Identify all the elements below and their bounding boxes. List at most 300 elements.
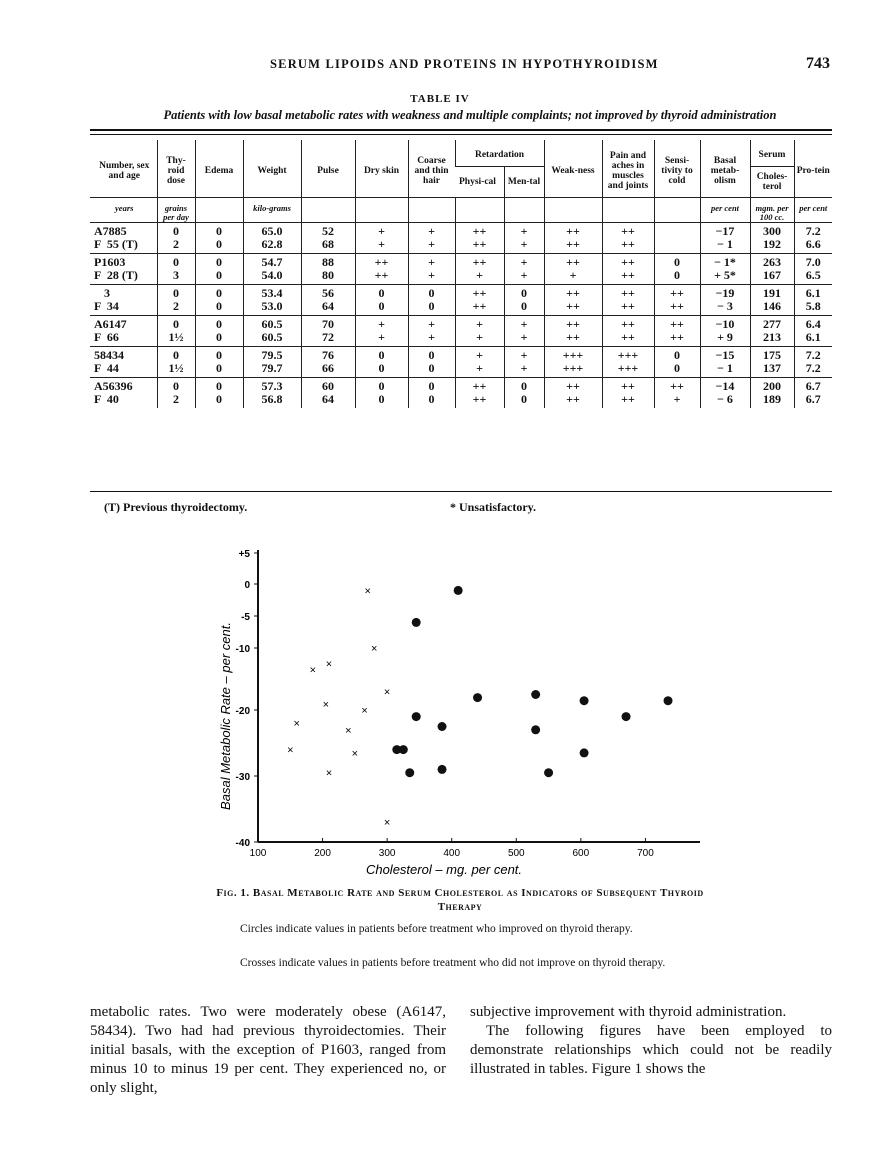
data-point-circle: [664, 696, 673, 705]
header-serum: Serum: [750, 140, 794, 167]
data-point-cross: ×: [287, 744, 294, 757]
cell-edema: [195, 347, 243, 378]
cell-value: +: [476, 317, 483, 331]
cell-value: 0: [674, 268, 680, 282]
cell-weight: [243, 254, 301, 285]
table-top-rule-2: [90, 134, 832, 135]
cell-value: ++: [472, 286, 487, 300]
cell-value: 6.4: [805, 317, 821, 331]
unit-weight: kilo-grams: [243, 198, 301, 223]
x-tick-label: 700: [637, 848, 654, 859]
cell-basal: [700, 285, 750, 316]
cell-weight: [243, 285, 301, 316]
cell-thyroid: [157, 223, 195, 254]
patient-sex-age: F 55 (T): [94, 237, 138, 251]
table-row: [90, 223, 832, 254]
cell-value: 54.0: [261, 268, 283, 282]
cell-value: 7.0: [805, 255, 821, 269]
cell-value: ++: [566, 237, 580, 251]
data-point-circle: [454, 586, 463, 595]
unit-empty: [504, 198, 544, 223]
cell-weak: [544, 316, 602, 347]
cell-value: +: [476, 268, 483, 282]
cell-value: 70: [322, 317, 334, 331]
cell-pulse: [301, 316, 355, 347]
cell-phys: [455, 347, 504, 378]
patient-number: A7885: [94, 224, 127, 238]
cell-dry: [355, 223, 408, 254]
cell-dry: [355, 285, 408, 316]
cell-value: 62.8: [261, 237, 283, 251]
cell-value: ++: [566, 255, 580, 269]
y-tick-label: -10: [235, 644, 250, 655]
y-tick-label: -40: [235, 838, 250, 849]
unit-cholesterol: mgm. per 100 cc.: [750, 198, 794, 223]
cell-value: 1½: [168, 330, 184, 344]
cell-value: 3: [173, 268, 179, 282]
cell-value: +: [476, 361, 483, 375]
unit-empty: [544, 198, 602, 223]
cell-value: 300: [763, 224, 781, 238]
cell-value: ++: [670, 317, 684, 331]
cell-value: 56.8: [261, 392, 283, 406]
cell-value: 53.0: [261, 299, 283, 313]
header-weight: Weight: [243, 140, 301, 198]
header-mental: Men-tal: [504, 167, 544, 198]
cell-dry: [355, 378, 408, 409]
cell-value: − 1: [717, 237, 733, 251]
header-number: Number, sex and age: [99, 160, 150, 181]
header-cholesterol: Choles-terol: [750, 167, 794, 198]
cell-chol: [750, 316, 794, 347]
cell-value: 0: [216, 317, 222, 331]
table-row: [90, 285, 832, 316]
cell-value: +: [476, 348, 483, 362]
data-point-circle: [412, 712, 421, 721]
data-point-cross: ×: [309, 664, 317, 677]
cell-weak: [544, 378, 602, 409]
page-number: 743: [806, 55, 830, 72]
cell-value: + 5*: [714, 268, 736, 282]
cell-value: 56: [322, 286, 334, 300]
cell-value: 6.7: [805, 379, 821, 393]
cell-value: 60.5: [261, 330, 283, 344]
cell-weight: [243, 347, 301, 378]
cell-value: 2: [173, 299, 179, 313]
cell-ment: [504, 254, 544, 285]
cell-value: 0: [216, 224, 222, 238]
cell-value: 0: [173, 224, 179, 238]
y-tick-label: -20: [235, 706, 250, 717]
cell-edema: [195, 316, 243, 347]
cell-value: 6.6: [805, 237, 821, 251]
cell-value: 0: [216, 237, 222, 251]
data-point-cross: ×: [361, 705, 368, 717]
cell-value: 64: [322, 392, 334, 406]
cell-sens: [654, 254, 700, 285]
patient-sex-age: F 44: [94, 361, 119, 375]
cell-value: ++: [621, 255, 635, 269]
body-col2-paragraph-1: subjective improvement with thyroid administration.: [470, 1004, 787, 1020]
cell-pulse: [301, 254, 355, 285]
data-point-circle: [473, 693, 482, 702]
unit-empty: [301, 198, 355, 223]
cell-value: ++: [472, 237, 487, 251]
cell-prot: [794, 378, 832, 409]
cell-value: 0: [674, 255, 680, 269]
legend-circles: Circles indicate values in patients before treatment who improved on thyroid therapy.: [240, 923, 633, 935]
cell-value: 0: [216, 330, 222, 344]
cell-ment: [504, 223, 544, 254]
cell-basal: [700, 223, 750, 254]
cell-phys: [455, 378, 504, 409]
cell-chol: [750, 223, 794, 254]
cell-thyroid: [157, 254, 195, 285]
cell-value: +: [520, 237, 528, 251]
cell-weight: [243, 378, 301, 409]
cell-hair: [408, 223, 455, 254]
cell-value: 191: [763, 286, 781, 300]
x-tick-label: 300: [378, 848, 396, 859]
cell-value: 60.5: [261, 317, 283, 331]
cell-basal: [700, 316, 750, 347]
cell-value: 1½: [168, 361, 184, 375]
cell-value: +: [428, 237, 435, 251]
unit-age: years: [90, 198, 157, 223]
cell-chol: [750, 285, 794, 316]
cell-value: ++: [621, 379, 635, 393]
patient-sex-age: F 40: [94, 392, 119, 406]
cell-value: 88: [322, 255, 334, 269]
cell-value: ++: [472, 392, 487, 406]
cell-value: 6.5: [805, 268, 821, 282]
cell-pulse: [301, 285, 355, 316]
cell-value: ++: [472, 299, 487, 313]
data-point-circle: [622, 712, 631, 721]
cell-value: 0: [674, 361, 680, 375]
table-row: [90, 316, 832, 347]
cell-value: 0: [216, 348, 222, 362]
cell-value: +: [428, 268, 435, 282]
footnote-thyroidectomy: (T) Previous thyroidectomy.: [104, 500, 248, 514]
cell-value: 263: [763, 255, 781, 269]
y-tick-label: +5: [238, 549, 250, 560]
cell-value: 0: [216, 268, 222, 282]
patient-sex-age: F 66: [94, 330, 119, 344]
header-physical: Physi-cal: [455, 167, 504, 198]
cell-value: +: [378, 237, 385, 251]
patient-cell: [90, 285, 157, 316]
cell-edema: [195, 254, 243, 285]
cell-value: 0: [521, 299, 527, 313]
data-point-cross: ×: [325, 767, 333, 780]
unit-basal: per cent: [700, 198, 750, 223]
cell-weak: [544, 285, 602, 316]
cell-value: 7.2: [805, 348, 821, 362]
cell-value: 0: [216, 379, 222, 393]
cell-value: 7.2: [805, 224, 821, 238]
data-point-circle: [399, 745, 408, 754]
data-point-cross: ×: [293, 718, 300, 731]
cell-weak: [544, 347, 602, 378]
patient-sex-age: F 34: [94, 299, 119, 313]
cell-value: +: [428, 255, 435, 269]
running-head-title: SERUM LIPOIDS AND PROTEINS IN HYPOTHYROIDISM: [270, 57, 659, 71]
cell-basal: [700, 378, 750, 409]
cell-value: 0: [521, 379, 527, 393]
cell-hair: [408, 378, 455, 409]
data-point-circle: [544, 768, 553, 777]
cell-sens: [654, 285, 700, 316]
cell-value: 64: [322, 299, 334, 313]
cell-value: +: [520, 317, 528, 331]
data-point-circle: [412, 618, 421, 627]
unit-empty: [355, 198, 408, 223]
cell-value: ++: [566, 224, 580, 238]
table-row: [90, 378, 832, 409]
x-tick-label: 200: [314, 848, 331, 859]
running-head: [0, 55, 880, 75]
cell-value: 0: [428, 379, 435, 393]
cell-value: ++: [374, 268, 389, 282]
cell-value: 192: [763, 237, 781, 251]
cell-value: 0: [173, 255, 179, 269]
data-point-cross: ×: [325, 658, 333, 671]
cell-pain: [602, 347, 654, 378]
cell-value: 80: [322, 268, 334, 282]
cell-value: 0: [428, 392, 435, 406]
cell-value: ++: [472, 379, 487, 393]
x-tick-label: 600: [572, 848, 590, 859]
cell-sens: [654, 378, 700, 409]
cell-hair: [408, 254, 455, 285]
cell-sens: [654, 347, 700, 378]
cell-value: 79.5: [261, 348, 283, 362]
patient-number: 3: [104, 286, 110, 300]
body-column-1: metabolic rates. Two were moderately obese (A6147, 58434). Two had had previous thyroidectomies. Their initial basals, with the exception of P1603, ranged from minus 10 to minus 19 per cent. They experienced no, or only slight,: [90, 1004, 446, 1096]
y-axis-label: Basal Metabolic Rate – per cent.: [218, 622, 233, 810]
cell-value: 65.0: [261, 224, 283, 238]
cell-phys: [455, 285, 504, 316]
header-coarse-hair: Coarse and thin hair: [408, 140, 455, 198]
units-row: [90, 198, 832, 223]
cell-value: +: [520, 361, 528, 375]
cell-value: ++: [670, 379, 684, 393]
unit-empty: [408, 198, 455, 223]
cell-value: ++: [670, 330, 684, 344]
cell-dry: [355, 254, 408, 285]
cell-value: −14: [715, 379, 735, 393]
data-point-cross: ×: [383, 817, 391, 830]
cell-value: ++: [374, 255, 389, 269]
unit-empty: [602, 198, 654, 223]
cell-value: 0: [521, 392, 527, 406]
cell-value: 5.8: [805, 299, 821, 313]
cell-value: +: [520, 330, 528, 344]
cell-value: − 6: [717, 392, 733, 406]
cell-value: 0: [173, 379, 179, 393]
cell-value: +: [428, 330, 435, 344]
cell-dry: [355, 347, 408, 378]
patient-sex-age: F 28 (T): [94, 268, 138, 282]
cell-weight: [243, 316, 301, 347]
unit-empty: [654, 198, 700, 223]
data-point-circle: [531, 725, 540, 734]
cell-value: [657, 238, 698, 251]
header-edema: Edema: [195, 140, 243, 198]
table-label: TABLE IV: [410, 93, 470, 105]
cell-value: 0: [173, 286, 179, 300]
body-col2-paragraph-2: The following figures have been employed to demonstrate relationships which could not be readily illustrated in tables. Figure 1 shows the: [470, 1023, 832, 1077]
cell-value: 66: [322, 361, 334, 375]
header-basal: Basal metab-olism: [700, 140, 750, 198]
cell-value: 175: [763, 348, 781, 362]
cell-value: +: [428, 317, 435, 331]
cell-value: 0: [173, 348, 179, 362]
body-column-2: [470, 1003, 832, 1079]
cell-value: +: [378, 317, 385, 331]
cell-value: 6.7: [805, 392, 821, 406]
data-point-circle: [580, 748, 589, 757]
patient-number: A6147: [94, 317, 127, 331]
cell-thyroid: [157, 347, 195, 378]
patient-number: A56396: [94, 379, 133, 393]
cell-value: +: [569, 268, 577, 282]
cell-value: 2: [173, 392, 179, 406]
cell-value: 7.2: [805, 361, 821, 375]
cell-prot: [794, 347, 832, 378]
cell-value: 6.1: [805, 330, 821, 344]
header-thyroid: Thy-roid dose: [157, 140, 195, 198]
cell-value: 0: [428, 361, 435, 375]
header-row-1: [90, 140, 832, 167]
cell-value: ++: [621, 237, 635, 251]
cell-weight: [243, 223, 301, 254]
cell-ment: [504, 316, 544, 347]
cell-value: 79.7: [261, 361, 283, 375]
cell-value: ++: [621, 299, 635, 313]
cell-value: +: [378, 330, 385, 344]
x-tick-label: 500: [507, 848, 525, 859]
data-point-cross: ×: [383, 686, 391, 699]
cell-sens: [654, 316, 700, 347]
cell-pain: [602, 378, 654, 409]
header-pulse: Pulse: [301, 140, 355, 198]
cell-weak: [544, 223, 602, 254]
data-point-cross: ×: [351, 747, 359, 760]
unit-protein: per cent: [794, 198, 832, 223]
cell-value: 137: [763, 361, 781, 375]
cell-basal: [700, 347, 750, 378]
cell-value: −10: [715, 317, 735, 331]
table-top-rule: [90, 129, 832, 131]
cell-value: 0: [216, 286, 222, 300]
cell-value: −17: [715, 224, 735, 238]
cell-value: 0: [216, 255, 222, 269]
cell-edema: [195, 285, 243, 316]
patient-cell: [90, 223, 157, 254]
header-dry-skin: Dry skin: [355, 140, 408, 198]
cell-ment: [504, 347, 544, 378]
cell-value: 0: [216, 299, 222, 313]
cell-phys: [455, 316, 504, 347]
unit-thyroid: grains per day: [157, 198, 195, 223]
cell-value: +++: [617, 361, 639, 375]
cell-value: 68: [322, 237, 334, 251]
header-pain: Pain and aches in muscles and joints: [602, 140, 654, 198]
x-tick-label: 100: [249, 848, 267, 859]
cell-chol: [750, 378, 794, 409]
cell-weak: [544, 254, 602, 285]
cell-value: ++: [472, 224, 487, 238]
cell-value: − 1: [717, 361, 733, 375]
cell-dry: [355, 316, 408, 347]
y-tick-label: -5: [241, 612, 250, 623]
data-point-circle: [438, 765, 447, 774]
cell-value: ++: [621, 224, 635, 238]
cell-value: +: [520, 255, 528, 269]
cell-value: +: [428, 224, 435, 238]
table-body: [90, 223, 832, 409]
cell-prot: [794, 223, 832, 254]
cell-value: −19: [715, 286, 735, 300]
cell-prot: [794, 285, 832, 316]
cell-value: 0: [428, 348, 435, 362]
cell-edema: [195, 378, 243, 409]
cell-value: ++: [566, 379, 580, 393]
scatter-plot: [200, 540, 720, 880]
cell-value: 52: [322, 224, 334, 238]
cell-chol: [750, 347, 794, 378]
data-point-circle: [531, 690, 540, 699]
cell-value: 213: [763, 330, 781, 344]
cell-value: [657, 225, 698, 238]
cell-value: +: [520, 348, 528, 362]
y-tick-label: 0: [244, 580, 250, 591]
cell-value: − 3: [717, 299, 733, 313]
cell-edema: [195, 223, 243, 254]
cell-value: 0: [378, 361, 385, 375]
cell-chol: [750, 254, 794, 285]
cell-value: +: [673, 392, 681, 406]
patient-cell: [90, 316, 157, 347]
cell-value: ++: [621, 268, 635, 282]
x-tick-label: 400: [443, 848, 461, 859]
data-table: [90, 140, 832, 408]
cell-ment: [504, 378, 544, 409]
cell-ment: [504, 285, 544, 316]
cell-prot: [794, 254, 832, 285]
cell-value: 72: [322, 330, 334, 344]
cell-value: 60: [322, 379, 334, 393]
cell-value: ++: [566, 286, 580, 300]
cell-value: ++: [472, 255, 487, 269]
cell-value: 57.3: [261, 379, 283, 393]
cell-value: 76: [322, 348, 334, 362]
cell-hair: [408, 347, 455, 378]
data-point-circle: [580, 696, 589, 705]
cell-phys: [455, 223, 504, 254]
cell-value: +++: [562, 348, 584, 362]
cell-value: 0: [378, 348, 385, 362]
unit-empty: [455, 198, 504, 223]
cell-value: 0: [216, 361, 222, 375]
cell-value: 6.1: [805, 286, 821, 300]
cell-value: +: [476, 330, 483, 344]
data-point-cross: ×: [371, 643, 378, 655]
data-point-cross: ×: [345, 724, 352, 737]
cell-value: 54.7: [261, 255, 283, 269]
